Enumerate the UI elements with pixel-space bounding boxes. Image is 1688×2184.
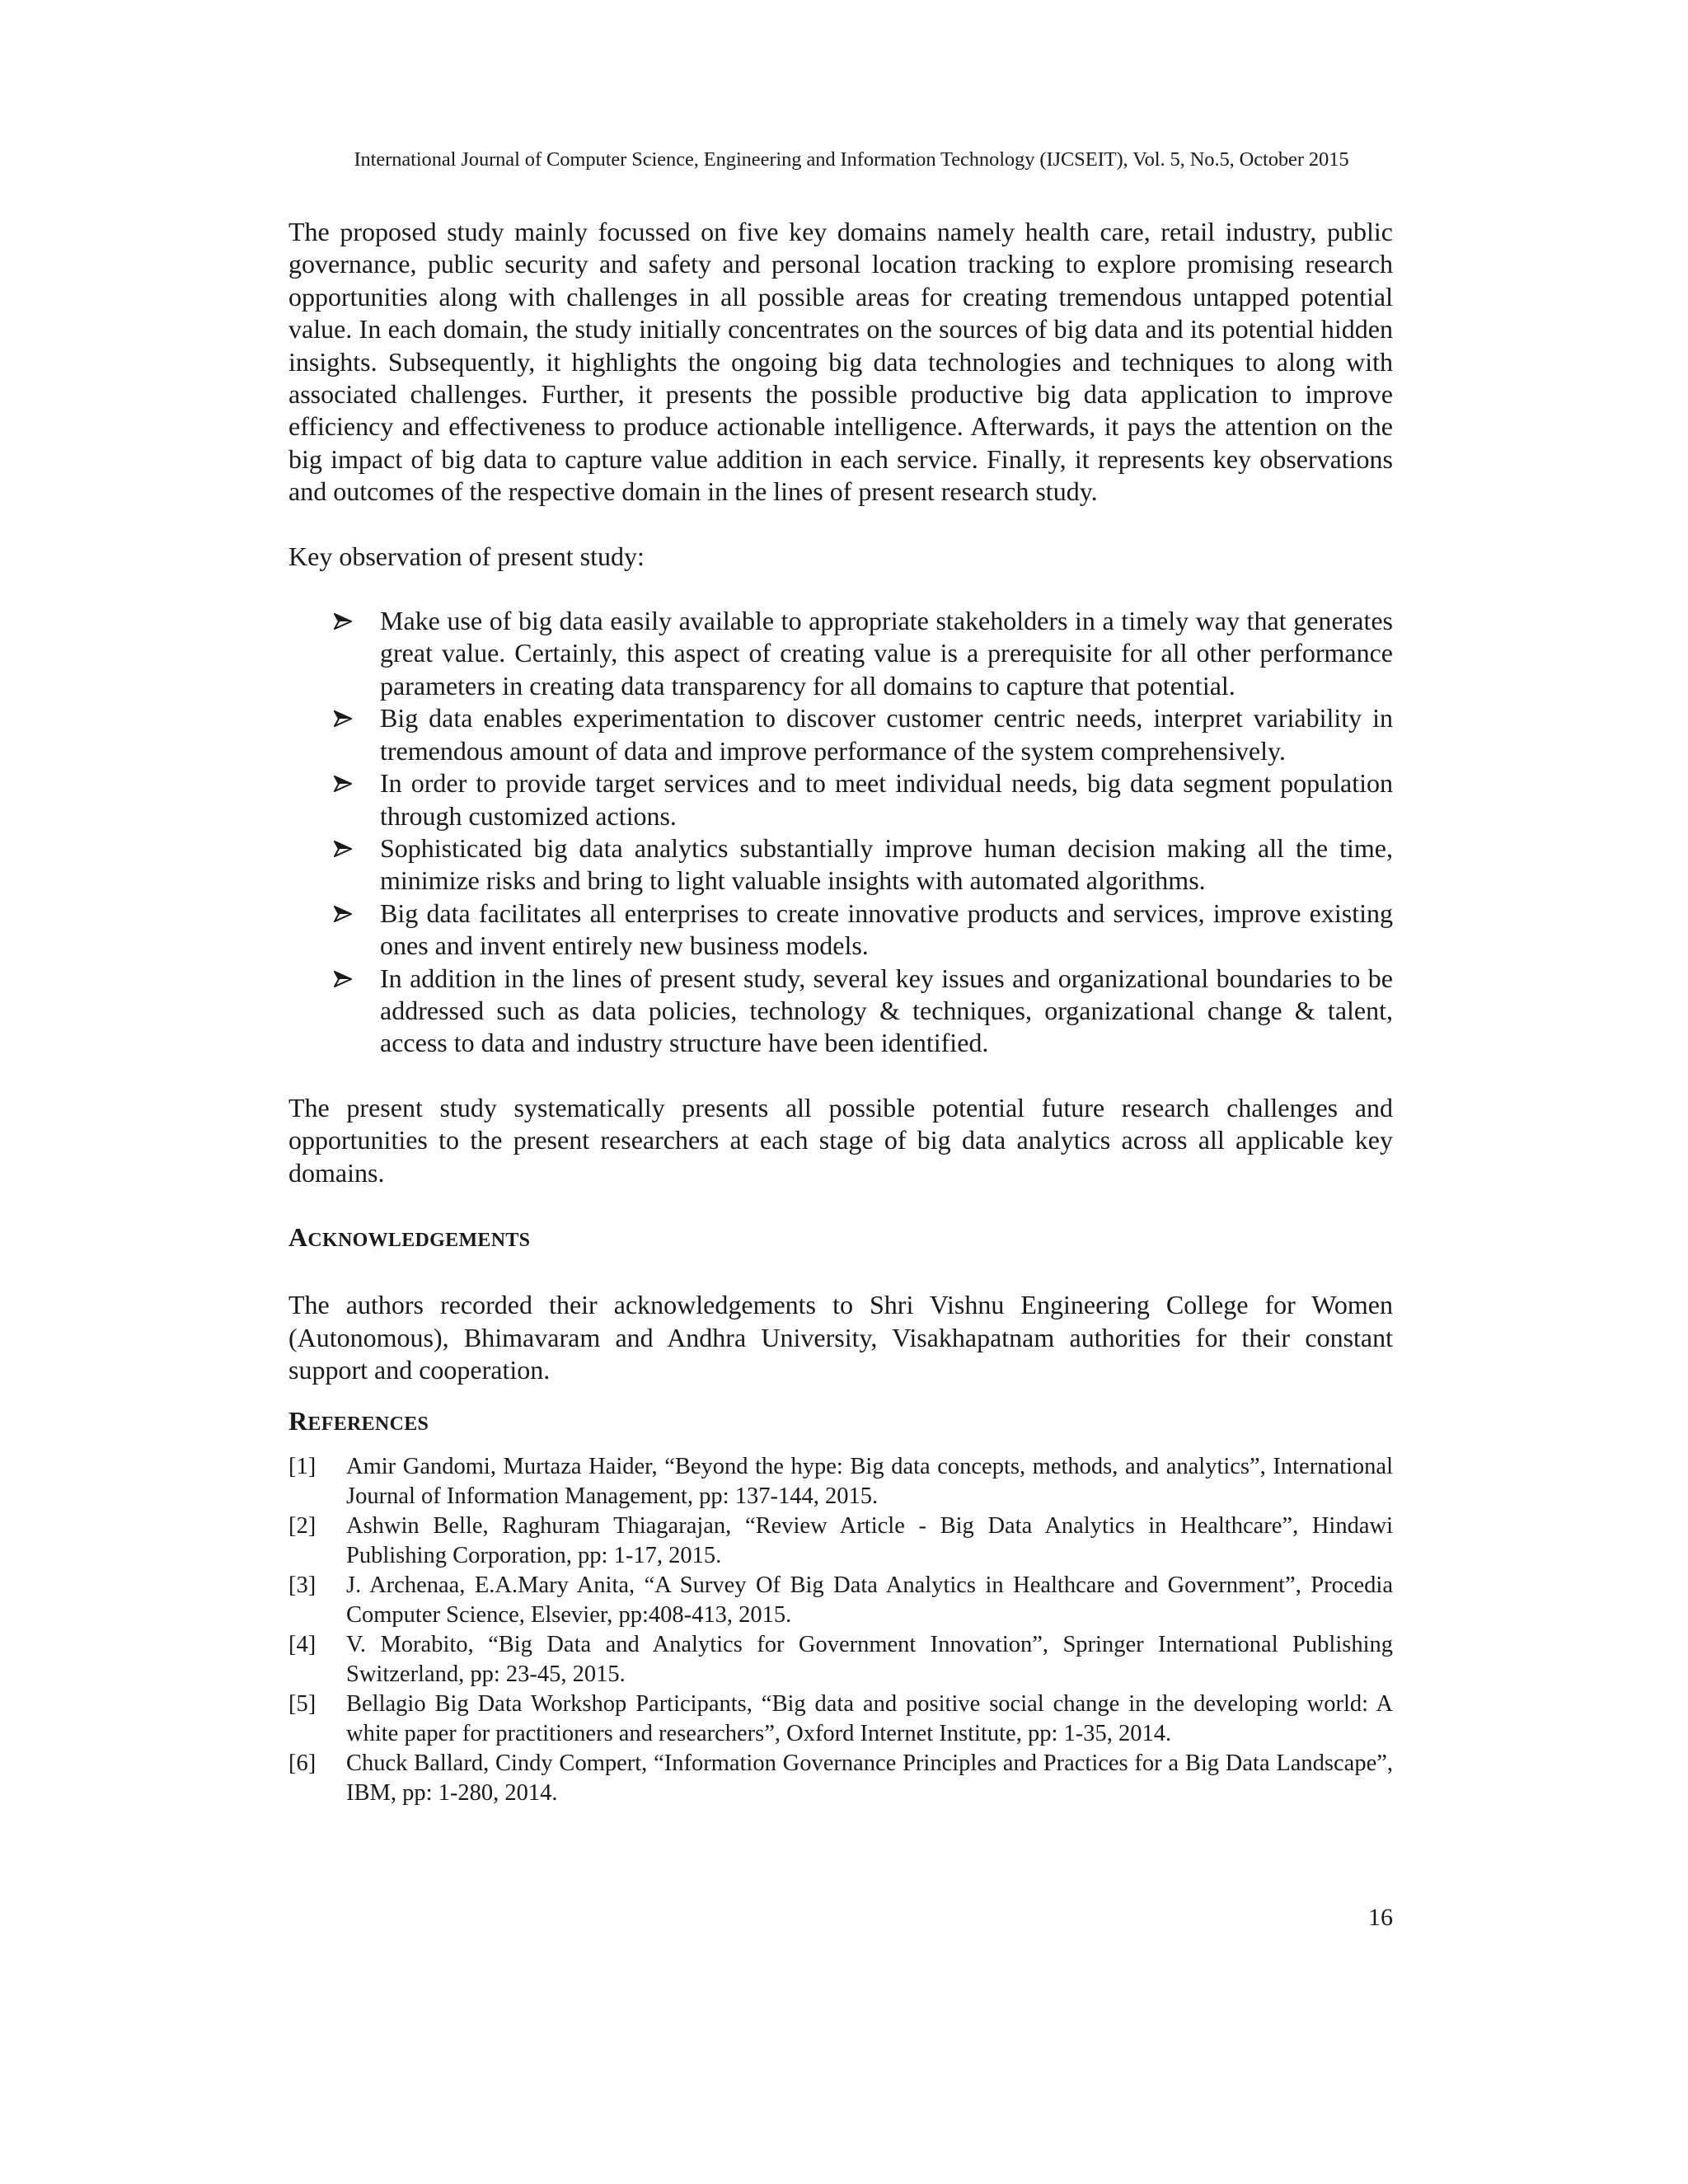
reference-number: [3] <box>288 1572 316 1598</box>
reference-number: [6] <box>288 1750 316 1776</box>
observation-text: Big data facilitates all enterprises to create innovative products and services, improve existing ones and invent entirely new business models. <box>380 898 1393 961</box>
acknowledgements-text: The authors recorded their acknowledgements to Shri Vishnu Engineering College for Women (Autonomous), Bhimavaram and Andhra University, Visakhapatnam authorities for their constant support and cooperation. <box>288 1290 1393 1385</box>
page-number: 16 <box>1368 1904 1393 1931</box>
observation-text: Sophisticated big data analytics substantially improve human decision making all the time, minimize risks and bring to light valuable insights with automated algorithms. <box>380 832 1393 896</box>
arrowhead-bullet-icon <box>334 832 359 865</box>
observation-item <box>288 605 1393 702</box>
observation-list <box>288 605 1393 1060</box>
observation-item <box>288 767 1393 832</box>
heading-rest: CKNOWLEDGEMENTS <box>307 1229 531 1251</box>
arrowhead-bullet-icon <box>334 702 359 734</box>
heading-initial: R <box>288 1405 308 1436</box>
reference-number: [5] <box>288 1691 316 1717</box>
reference-text: Ashwin Belle, Raghuram Thiagarajan, “Review Article - Big Data Analytics in Healthcare”, Hindawi Publishing Corporation, pp: 1-17, 2015. <box>346 1513 1393 1568</box>
intro-paragraph: The proposed study mainly focussed on five key domains namely health care, retail industry, public governance, public security and safety and personal location tracking to explore promising research opportunities along with challenges in all possible areas for creating tremendous untapped potential value. In each domain, the study initially concentrates on the sources of big data and its potential hidden insights. Subsequently, it highlights the ongoing big data technologies and techniques to along with associated challenges. Further, it presents the possible productive big data application to improve efficiency and effectiveness to produce actionable intelligence. Afterwards, it pays the attention on the big impact of big data to capture value addition in each service. Finally, it represents key observations and outcomes of the respective domain in the lines of present research study. <box>288 217 1393 507</box>
heading-rest: EFERENCES <box>307 1413 429 1435</box>
observation-text: In addition in the lines of present study, several key issues and organizational boundaries to be addressed such as data policies, technology & techniques, organizational change & talent, access to data and industry structure have been identified. <box>380 963 1393 1058</box>
reference-item <box>288 1511 1393 1570</box>
running-header: International Journal of Computer Science, Engineering and Information Technology (IJCSEIT), Vol. 5, No.5, October 2015 <box>354 148 1349 171</box>
closing-paragraph: The present study systematically presents all possible potential future research challenges and opportunities to the present researchers at each stage of big data analytics across all applicable key domains. <box>288 1092 1393 1188</box>
heading-initial: A <box>288 1221 308 1252</box>
observation-item <box>288 702 1393 767</box>
observation-item <box>288 832 1393 898</box>
arrowhead-bullet-icon <box>334 963 359 995</box>
reference-text: Chuck Ballard, Cindy Compert, “Information Governance Principles and Practices for a Big Data Landscape”, IBM, pp: 1-280, 2014. <box>346 1750 1393 1806</box>
reference-text: J. Archenaa, E.A.Mary Anita, “A Survey Of Big Data Analytics in Healthcare and Government”, Procedia Computer Science, Elsevier, pp:408-413, 2015. <box>346 1572 1393 1628</box>
references-heading <box>288 1405 1393 1441</box>
observation-text: In order to provide target services and to meet individual needs, big data segment population through customized actions. <box>380 768 1393 831</box>
key-observation-label: Key observation of present study: <box>288 541 645 571</box>
arrowhead-bullet-icon <box>334 605 359 637</box>
reference-item <box>288 1749 1393 1807</box>
observation-item <box>288 898 1393 963</box>
arrowhead-bullet-icon <box>334 767 359 799</box>
reference-item <box>288 1630 1393 1689</box>
reference-item <box>288 1452 1393 1511</box>
reference-item <box>288 1571 1393 1629</box>
reference-list <box>288 1452 1393 1807</box>
reference-number: [2] <box>288 1513 316 1539</box>
observation-text: Big data enables experimentation to discover customer centric needs, interpret variability in tremendous amount of data and improve performance of the system comprehensively. <box>380 703 1393 766</box>
reference-text: V. Morabito, “Big Data and Analytics for Government Innovation”, Springer International Publishing Switzerland, pp: 23-45, 2015. <box>346 1632 1393 1687</box>
reference-number: [4] <box>288 1632 316 1657</box>
arrowhead-bullet-icon <box>334 898 359 930</box>
observation-item <box>288 963 1393 1060</box>
observation-text: Make use of big data easily available to appropriate stakeholders in a timely way that generates great value. Certainly, this aspect of creating value is a prerequisite for all other performance parameters in creating data transparency for all domains to capture that potential. <box>380 606 1393 701</box>
page-content <box>288 216 1393 1808</box>
reference-text: Amir Gandomi, Murtaza Haider, “Beyond the hype: Big data concepts, methods, and analytics”, International Journal of Information Management, pp: 137-144, 2015. <box>346 1454 1393 1509</box>
reference-item <box>288 1690 1393 1748</box>
acknowledgements-heading <box>288 1221 1393 1257</box>
reference-text: Bellagio Big Data Workshop Participants, “Big data and positive social change in the developing world: A white paper for practitioners and researchers”, Oxford Internet Institute, pp: 1-35, 2014. <box>346 1691 1393 1746</box>
reference-number: [1] <box>288 1454 316 1479</box>
